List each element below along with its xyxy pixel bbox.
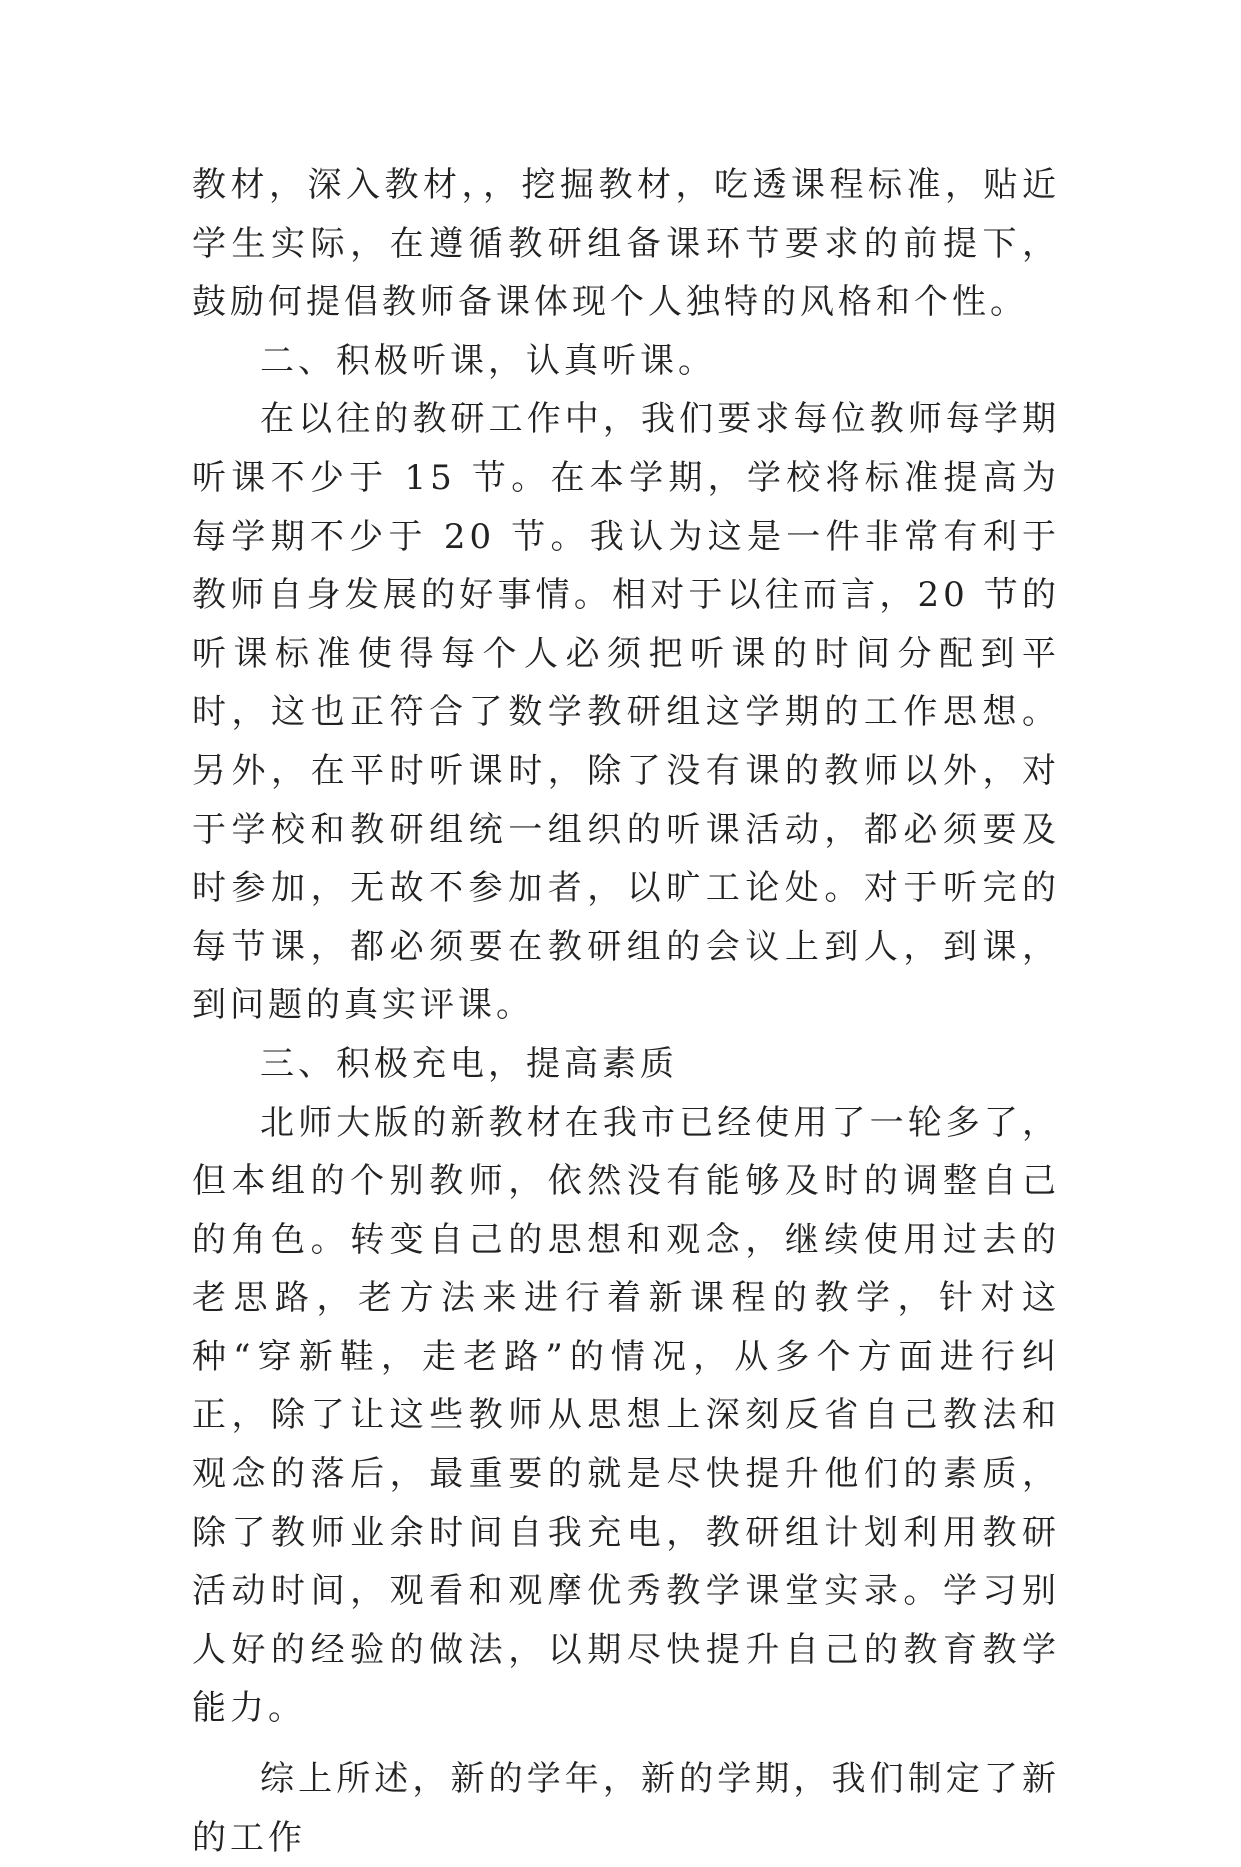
paragraph-continuation: 教材，深入教材，，挖掘教材，吃透课程标准，贴近学生实际，在遵循教研组备课环节要求的前提下，鼓励何提倡教师备课体现个人独特的风格和个性。	[192, 165, 1060, 323]
paragraph-listening: 在以往的教研工作中，我们要求每位教师每学期听课不少于 15 节。在本学期，学校将标准提高为每学期不少于 20 节。我认为这是一件非常有利于教师自身发展的好事情。相对于以往而言，20 节的听课标准使得每个人必须把听课的时间分配到平时，这也正符合了数学教研组这学期的工作思想。另外，在平时听课时，除了没有课的教师以外，对于学校和教研组统一组织的听课活动，都必须要及时参加，无故不参加者，以旷工论处。对于听完的每节课，都必须要在教研组的会议上到人，到课，到问题的真实评课。	[192, 399, 1060, 1026]
document-body	[192, 156, 1060, 1867]
section-heading-recharge: 三、积极充电，提高素质	[260, 1043, 678, 1084]
section-heading-listening: 二、积极听课，认真听课。	[260, 340, 716, 381]
paragraph-summary: 综上所述，新的学年，新的学期，我们制定了新的工作	[192, 1759, 1060, 1858]
paragraph-recharge: 北师大版的新教材在我市已经使用了一轮多了，但本组的个别教师，依然没有能够及时的调整自己的角色。转变自己的思想和观念，继续使用过去的老思路，老方法来进行着新课程的教学，针对这种“穿新鞋，走老路”的情况，从多个方面进行纠正，除了让这些教师从思想上深刻反省自己教法和观念的落后，最重要的就是尽快提升他们的素质，除了教师业余时间自我充电，教研组计划利用教研活动时间，观看和观摩优秀教学课堂实录。学习别人好的经验的做法，以期尽快提升自己的教育教学能力。	[192, 1102, 1060, 1729]
